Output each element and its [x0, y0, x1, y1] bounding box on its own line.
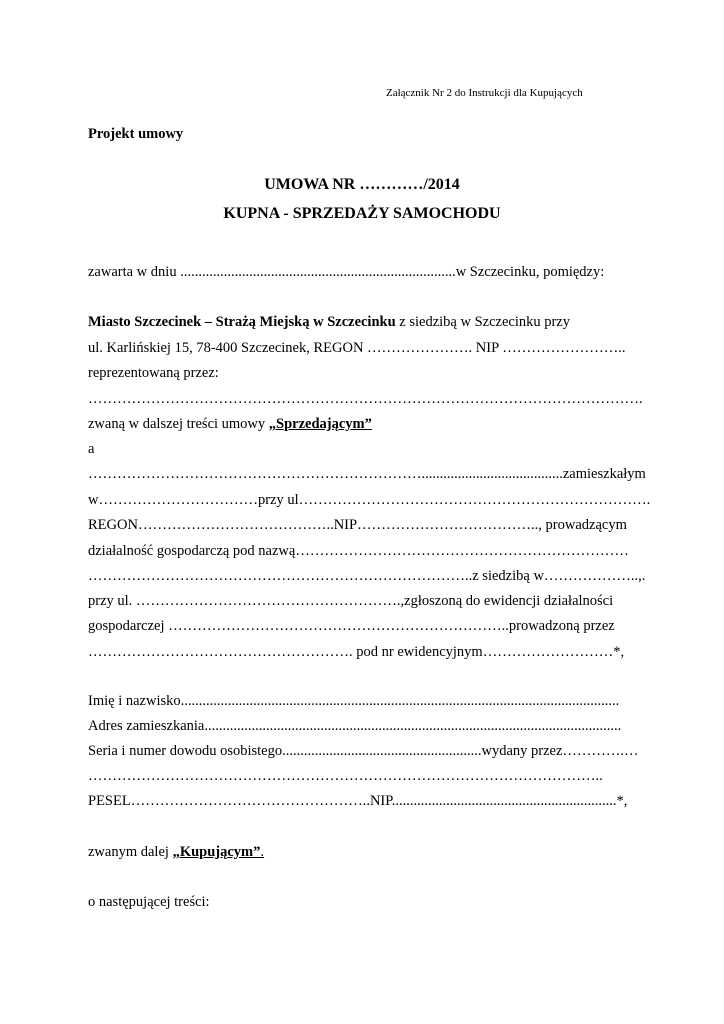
project-label: Projekt umowy — [88, 126, 184, 142]
company-line-5: ……………………………………………………………………..z siedzibą w………………..,. — [88, 568, 646, 584]
seller-called-line — [88, 415, 372, 433]
person-id-dots-line: …………………………………………………………………………………………….. — [88, 768, 603, 784]
seller-address-line: ul. Karlińskiej 15, 78-400 Szczecinek, REGON …………………. NIP …………………….. — [88, 340, 626, 356]
buyer-called-line — [88, 843, 264, 861]
contract-type-title: KUPNA - SPRZEDAŻY SAMOCHODU — [223, 205, 501, 222]
seller-name-line — [88, 313, 570, 331]
seller-seat: z siedzibą w Szczecinku przy — [395, 314, 570, 330]
buyer-role: „Kupującym” — [172, 844, 261, 860]
person-address-line: Adres zamieszkania................................................................................................................... — [88, 718, 622, 734]
company-line-1: …………………………………………………………….......................................zamieszkałym — [88, 466, 646, 482]
company-line-3: REGON…………………………………..NIP……………………………….., prowadzącym — [88, 517, 627, 533]
person-name-line: Imię i nazwisko......................................................................................................................... — [88, 693, 620, 709]
person-pesel-line: PESEL…………………………………………..NIP..............................................................*, — [88, 793, 628, 809]
company-line-8: ………………………………………………. pod nr ewidencyjnym………………………*, — [88, 644, 625, 660]
concluded-line: zawarta w dniu ............................................................................w Szczecinku, pomiędzy: — [88, 264, 605, 280]
seller-called-prefix: zwaną w dalszej treści umowy — [88, 416, 269, 432]
company-line-7: gospodarczej ……………………………………………………………..prowadzoną przez — [88, 618, 615, 634]
company-line-4: działalność gospodarczą pod nazwą…………………………………………………………… — [88, 543, 629, 559]
company-line-2: w……………………………przy ul………………………………………………………………. — [88, 492, 651, 508]
attachment-note: Załącznik Nr 2 do Instrukcji dla Kupujących — [386, 87, 583, 99]
seller-role: „Sprzedającym” — [268, 416, 372, 432]
seller-represented-by: reprezentowaną przez: — [88, 365, 219, 381]
buyer-prefix: zwanym dalej — [88, 844, 173, 860]
buyer-suffix: . — [260, 844, 265, 860]
company-line-6: przy ul. ……………………………………………….,zgłoszoną do ewidencji działalności — [88, 593, 614, 609]
contract-number-title: UMOWA NR …………/2014 — [264, 176, 460, 193]
seller-name: Miasto Szczecinek – Strażą Miejską w Szczecinku — [88, 314, 396, 330]
conjunction: a — [88, 441, 95, 457]
closing-line: o następującej treści: — [88, 894, 210, 910]
seller-represented-dots: ……………………………………………………………………………………………………. — [88, 391, 643, 407]
person-id-line: Seria i numer dowodu osobistego.......................................................wydany przez………….… — [88, 743, 639, 759]
